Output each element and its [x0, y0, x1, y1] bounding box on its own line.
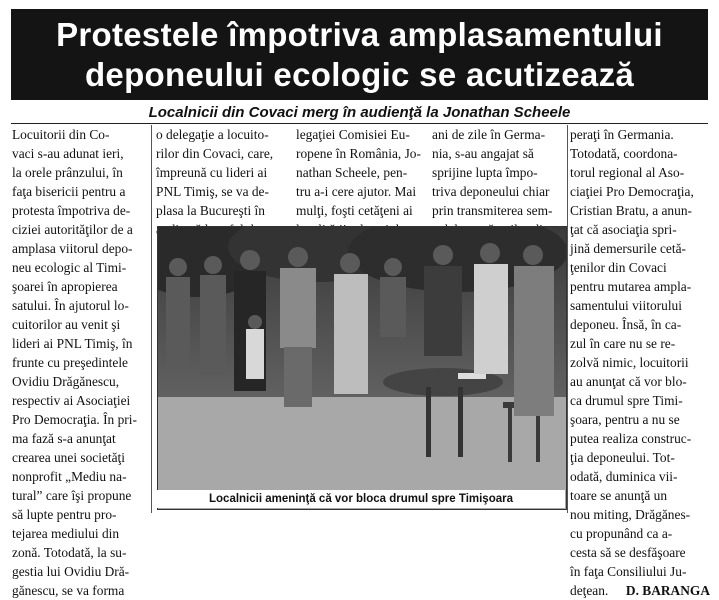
text-line: cesta să se desfăşoare	[570, 545, 686, 560]
text-line: lideri ai PNL Timiş, în	[12, 336, 133, 351]
text-line: pentru mutarea ampla-	[570, 279, 692, 294]
text-line: tural” care îşi propune	[12, 488, 132, 503]
text-line: zolvă nimic, locuitorii	[570, 355, 689, 370]
text-line: Cristian Bratu, a anun-	[570, 203, 692, 218]
text-line: nathan Scheele, pen-	[296, 165, 408, 180]
text-line: legaţiei Comisiei Eu-	[296, 127, 410, 142]
article-column-4	[432, 125, 562, 239]
text-line: ma fază s-a anunţat	[12, 431, 116, 446]
text-line: deţean. D. BARANGA	[570, 583, 710, 598]
text-line: mulţi, foşti cetăţeni ai	[296, 203, 413, 218]
text-line: zonă. Totodată, la su-	[12, 545, 127, 560]
text-line: frunte cu preşedintele	[12, 355, 128, 370]
text-line: ţia deponeului. Tot-	[570, 450, 675, 465]
text-line: nou miting, Drăgănes-	[570, 507, 691, 522]
text-line: satului. În ajutorul lo-	[12, 298, 129, 313]
text-line: cu propunând ca a-	[570, 526, 673, 541]
text-line: jină demersurile cetă-	[570, 241, 686, 256]
text-line: odată, duminica vii-	[570, 469, 678, 484]
article-column-1	[12, 125, 148, 600]
text-line: la orele prânzului, în	[12, 165, 123, 180]
text-line: protesta împotriva de-	[12, 203, 131, 218]
text-line: Ovidiu Drăgănescu,	[12, 374, 120, 389]
text-line: ciaţiei Pro Democraţia,	[570, 184, 694, 199]
text-line: putea realiza construc-	[570, 431, 692, 446]
column-divider	[151, 125, 152, 513]
text-line: zul în care nu se re-	[570, 336, 676, 351]
text-line: rilor din Covaci, care,	[156, 146, 274, 161]
subheadline-rule	[11, 123, 708, 124]
text-line: să lupte pentru pro-	[12, 507, 117, 522]
news-photo	[157, 226, 567, 510]
text-line: gestia lui Ovidiu Dră-	[12, 564, 130, 579]
text-line: faţa bisericii pentru a	[12, 184, 126, 199]
text-line: amplasa viitorul depo-	[12, 241, 133, 256]
text-line: toare se anunţă un	[570, 488, 668, 503]
text-line: ţenilor din Covaci	[570, 260, 667, 275]
text-line: Pro Democraţia. În pri-	[12, 412, 137, 427]
text-line: crearea unei societăţi	[12, 450, 126, 465]
text-line: şoarei în apropierea	[12, 279, 118, 294]
text-line: tejarea mediului din	[12, 526, 120, 541]
subheadline: Localnicii din Covaci merg în audienţă la Jonathan Scheele	[148, 104, 571, 121]
text-line: plasa la Bucureşti în	[156, 203, 265, 218]
article-column-2	[156, 125, 288, 239]
text-line: ciziei autorităţilor de a	[12, 222, 133, 237]
photo-caption: Localnicii ameninţă că vor bloca drumul spre Timişoara	[157, 490, 565, 508]
text-line: triva deponeului chiar	[432, 184, 550, 199]
text-line: au anunţat că vor blo-	[570, 374, 687, 389]
text-line: împreună cu lideri ai	[156, 165, 268, 180]
text-line: neu ecologic al Timi-	[12, 260, 127, 275]
text-line: prin transmiterea sem-	[432, 203, 553, 218]
text-line: ţat că asociaţia spri-	[570, 222, 677, 237]
text-line: ca drumul spre Timi-	[570, 393, 683, 408]
text-line: PNL Timiş, se va de-	[156, 184, 269, 199]
text-line: gănescu, se va forma	[12, 583, 125, 598]
text-line: ropene în România, Jo-	[296, 146, 421, 161]
text-line: o delegaţie a locuito-	[156, 127, 269, 142]
text-line: cuitorilor au venit şi	[12, 317, 121, 332]
column-divider	[567, 125, 568, 513]
headline-line-2: deponeului ecologic se acutizează	[84, 55, 635, 93]
text-line: vaci s-au adunat ieri,	[12, 146, 124, 161]
text-line: nonprofit „Mediu na-	[12, 469, 127, 484]
text-line: deponeu. Însă, în ca-	[570, 317, 682, 332]
text-line: respectiv ai Asociaţiei	[12, 393, 131, 408]
text-line: nia, s-au angajat să	[432, 146, 534, 161]
headline-banner	[11, 9, 708, 100]
photo-illustration	[158, 227, 566, 509]
headline-line-1: Protestele împotriva amplasamentului	[56, 15, 663, 53]
author-byline: D. BARANGA	[625, 583, 710, 598]
text-line: sprijine lupta împo-	[432, 165, 538, 180]
text-line: peraţi în Germania.	[570, 127, 674, 142]
text-line: ani de zile în Germa-	[432, 127, 546, 142]
article-column-3	[296, 125, 424, 239]
text-line: în faţa Consiliului Ju-	[570, 564, 687, 579]
text-line: Totodată, coordona-	[570, 146, 678, 161]
text-line: şoara, pentru a nu se	[570, 412, 680, 427]
article-column-5	[570, 125, 710, 600]
text-line: torul regional al Aso-	[570, 165, 685, 180]
text-line: Locuitorii din Co-	[12, 127, 110, 142]
text-line: tru a-i cere ajutor. Mai	[296, 184, 417, 199]
text-line: samentului viitorului	[570, 298, 682, 313]
